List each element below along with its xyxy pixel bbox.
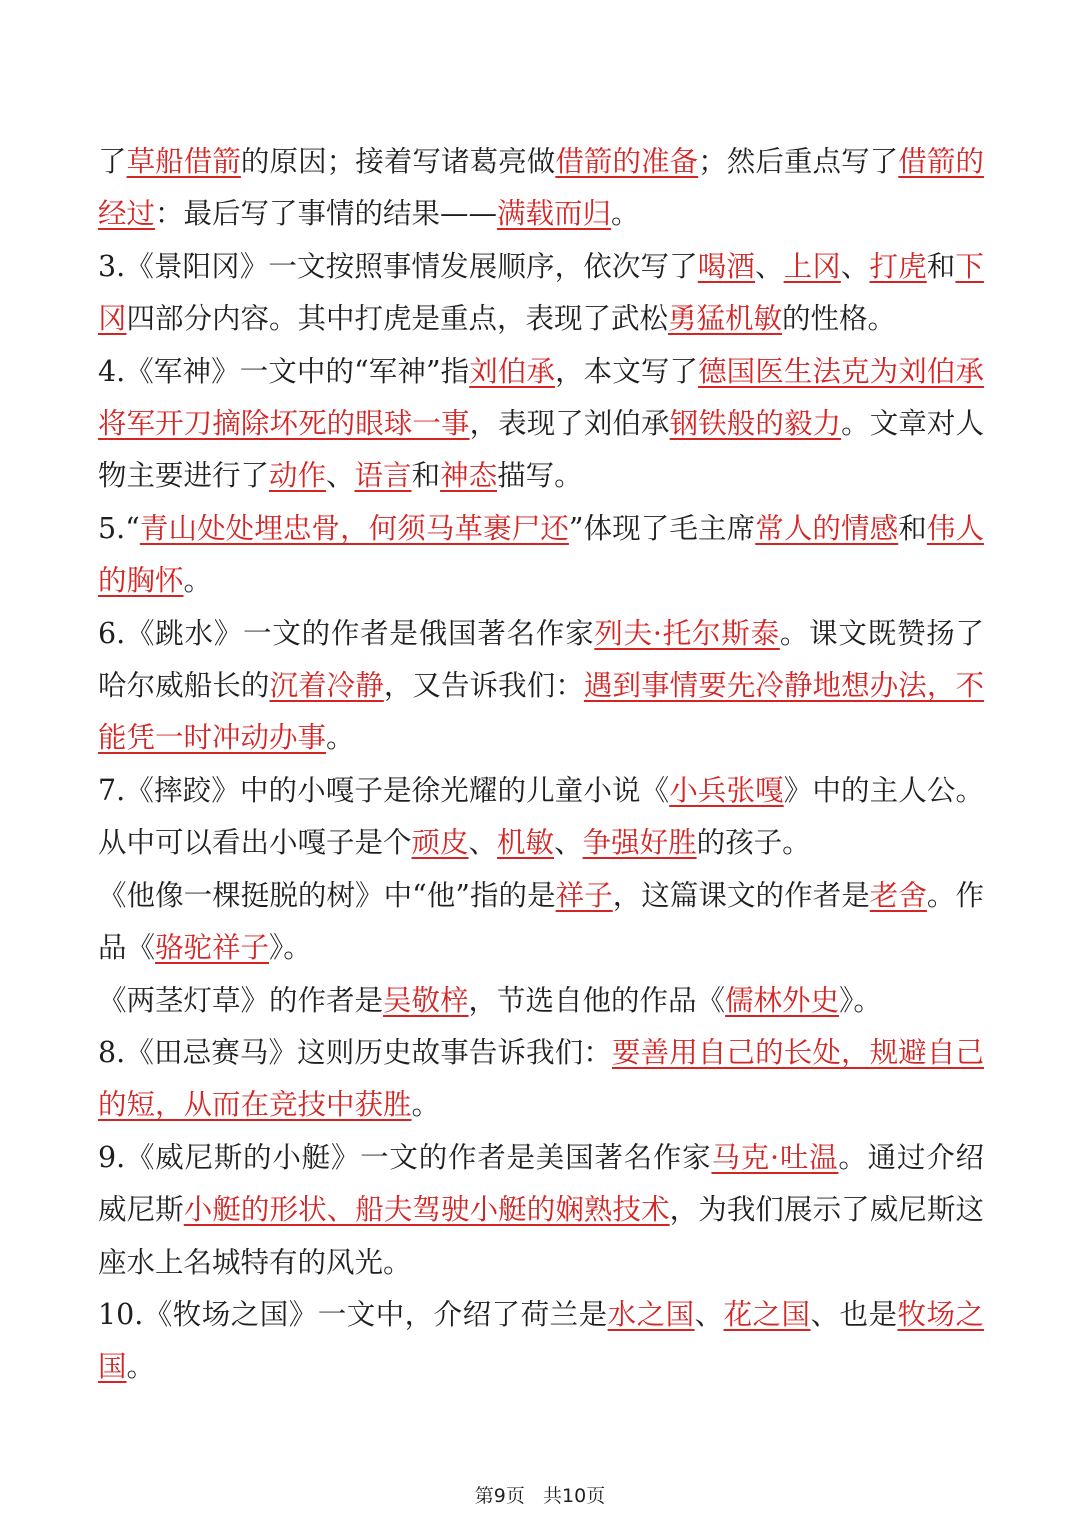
body-text: 》。 xyxy=(839,983,882,1017)
answer-text: 机敏 xyxy=(497,826,555,860)
body-text: 、 xyxy=(326,459,355,493)
answer-text: 花之国 xyxy=(723,1297,811,1331)
answer-text: 祥子 xyxy=(555,878,613,912)
answer-text: 老舍 xyxy=(869,878,927,912)
answer-text: 青山处处埋忠骨，何须马革裹尸还 xyxy=(139,511,569,545)
paragraph xyxy=(98,870,984,975)
body-text: 。课文既赞扬了哈尔威船长的 xyxy=(98,616,984,703)
paragraph xyxy=(98,346,984,503)
body-text: 。 xyxy=(326,721,355,755)
answer-text: 争强好胜 xyxy=(582,826,697,860)
answer-text: 遇到事情要先冷静地想办法，不能凭一时冲动办事 xyxy=(98,669,984,755)
body-text: 《两茎灯草》的作者是 xyxy=(98,983,384,1017)
body-text: 描写。 xyxy=(497,459,583,493)
body-text: 。作品《 xyxy=(98,878,984,965)
body-text: ，这篇课文的作者是 xyxy=(612,878,870,912)
body-text: 6.《跳水》一文的作者是俄国著名作家 xyxy=(98,616,595,650)
answer-text: 顽皮 xyxy=(411,826,469,860)
body-text: 和 xyxy=(926,249,956,283)
body-text: 9.《威尼斯的小艇》一文的作者是美国著名作家 xyxy=(98,1140,712,1174)
body-text: 、也是 xyxy=(810,1297,898,1331)
answer-text: 上冈 xyxy=(783,249,841,283)
body-text: 。 xyxy=(126,1350,156,1384)
answer-text: 常人的情感 xyxy=(755,511,899,545)
body-text: ，节选自他的作品《 xyxy=(468,983,726,1017)
answer-text: 满载而归 xyxy=(497,197,612,231)
answer-text: 小艇的形状、船夫驾驶小艇的娴熟技术 xyxy=(183,1193,670,1227)
body-text: ：最后写了事情的结果—— xyxy=(155,197,498,231)
body-text: 。 xyxy=(183,564,213,598)
answer-text: 吴敬梓 xyxy=(383,983,469,1017)
answer-text: 打虎 xyxy=(869,249,927,283)
answer-text: 语言 xyxy=(354,459,412,493)
answer-text: 牧场之国 xyxy=(98,1297,984,1384)
body-text: 。 xyxy=(411,1088,441,1122)
body-text: 8.《田忌赛马》这则历史故事告诉我们： xyxy=(98,1035,612,1069)
body-text: ，表现了刘伯承 xyxy=(469,407,670,441)
paragraph xyxy=(98,1132,984,1289)
body-text: 7.《摔跤》中的小嘎子是徐光耀的儿童小说《 xyxy=(98,773,670,807)
body-text: 10.《牧场之国》一文中，介绍了荷兰是 xyxy=(98,1297,608,1331)
page-footer xyxy=(0,1481,1080,1508)
paragraph xyxy=(98,765,984,870)
page-number: 第9页 xyxy=(474,1485,525,1507)
answer-text: 德国医生法克为刘伯承将军开刀摘除坏死的眼球一事 xyxy=(98,354,984,441)
body-text: ，为我们展示了威尼斯这座水上名城特有的风光。 xyxy=(98,1193,984,1279)
answer-text: 动作 xyxy=(269,459,327,493)
body-text: 4.《军神》一文中的“军神”指 xyxy=(98,354,470,388)
body-text: 、 xyxy=(554,826,583,860)
body-text: 、 xyxy=(468,826,498,860)
answer-text: 水之国 xyxy=(607,1297,695,1331)
footer-gap xyxy=(525,1485,543,1507)
answer-text: 草船借箭 xyxy=(126,145,241,178)
body-text: 3.《景阳冈》一文按照事情发展顺序，依次写了 xyxy=(98,249,698,283)
paragraph xyxy=(98,503,984,608)
answer-text: 沉着冷静 xyxy=(269,669,384,703)
answer-text: 勇猛机敏 xyxy=(668,302,783,336)
answer-text: 喝酒 xyxy=(697,249,756,283)
paragraph xyxy=(98,136,984,241)
body-text: 。通过介绍威尼斯 xyxy=(98,1140,984,1227)
body-text: 、 xyxy=(694,1297,724,1331)
answer-text: 神态 xyxy=(440,459,498,493)
body-text: 和 xyxy=(898,511,927,545)
answer-text: 借箭的经过 xyxy=(98,145,984,231)
body-text: 的孩子。 xyxy=(696,826,811,860)
body-text: 5.“ xyxy=(98,511,140,545)
body-text: 》。 xyxy=(269,931,312,965)
answer-text: 刘伯承 xyxy=(469,354,556,388)
paragraph xyxy=(98,1027,984,1132)
body-text: 的原因；接着写诸葛亮做 xyxy=(240,145,556,178)
body-text: 》中的主人公。从中可以看出小嘎子是个 xyxy=(98,773,984,860)
body-text: 。 xyxy=(611,197,640,231)
answer-text: 骆驼祥子 xyxy=(155,931,270,965)
body-text: 、 xyxy=(840,249,870,283)
paragraph xyxy=(98,1289,984,1394)
answer-text: 小兵张嘎 xyxy=(669,773,784,807)
body-text: ，本文写了 xyxy=(555,354,699,388)
body-text: 了 xyxy=(98,145,127,178)
body-text: 和 xyxy=(411,459,441,493)
body-text: 。文章对人物主要进行了 xyxy=(98,407,984,493)
body-text: 四部分内容。其中打虎是重点，表现了武松 xyxy=(126,302,669,336)
body-text: 《他像一棵挺脱的树》中“他”指的是 xyxy=(98,878,556,912)
answer-text: 马克·吐温 xyxy=(711,1140,839,1174)
page-total: 共10页 xyxy=(543,1485,606,1507)
body-text: ；然后重点写了 xyxy=(698,145,899,178)
body-text: 的性格。 xyxy=(782,302,897,336)
answer-text: 儒林外史 xyxy=(725,983,840,1017)
paragraph xyxy=(98,975,984,1027)
answer-text: 借箭的准备 xyxy=(555,145,699,178)
answer-text: 要善用自己的长处，规避自己的短，从而在竞技中获胜 xyxy=(98,1035,984,1122)
paragraph xyxy=(98,608,984,765)
worksheet-content xyxy=(98,136,984,1394)
answer-text: 钢铁般的毅力 xyxy=(669,407,842,441)
body-text: 、 xyxy=(755,249,784,283)
body-text: ，又告诉我们： xyxy=(383,669,584,703)
answer-text: 列夫·托尔斯泰 xyxy=(594,616,780,650)
paragraph xyxy=(98,241,984,346)
answer-text: 下冈 xyxy=(98,249,984,336)
body-text: ”体现了毛主席 xyxy=(568,511,756,545)
answer-text: 伟人的胸怀 xyxy=(98,511,984,598)
